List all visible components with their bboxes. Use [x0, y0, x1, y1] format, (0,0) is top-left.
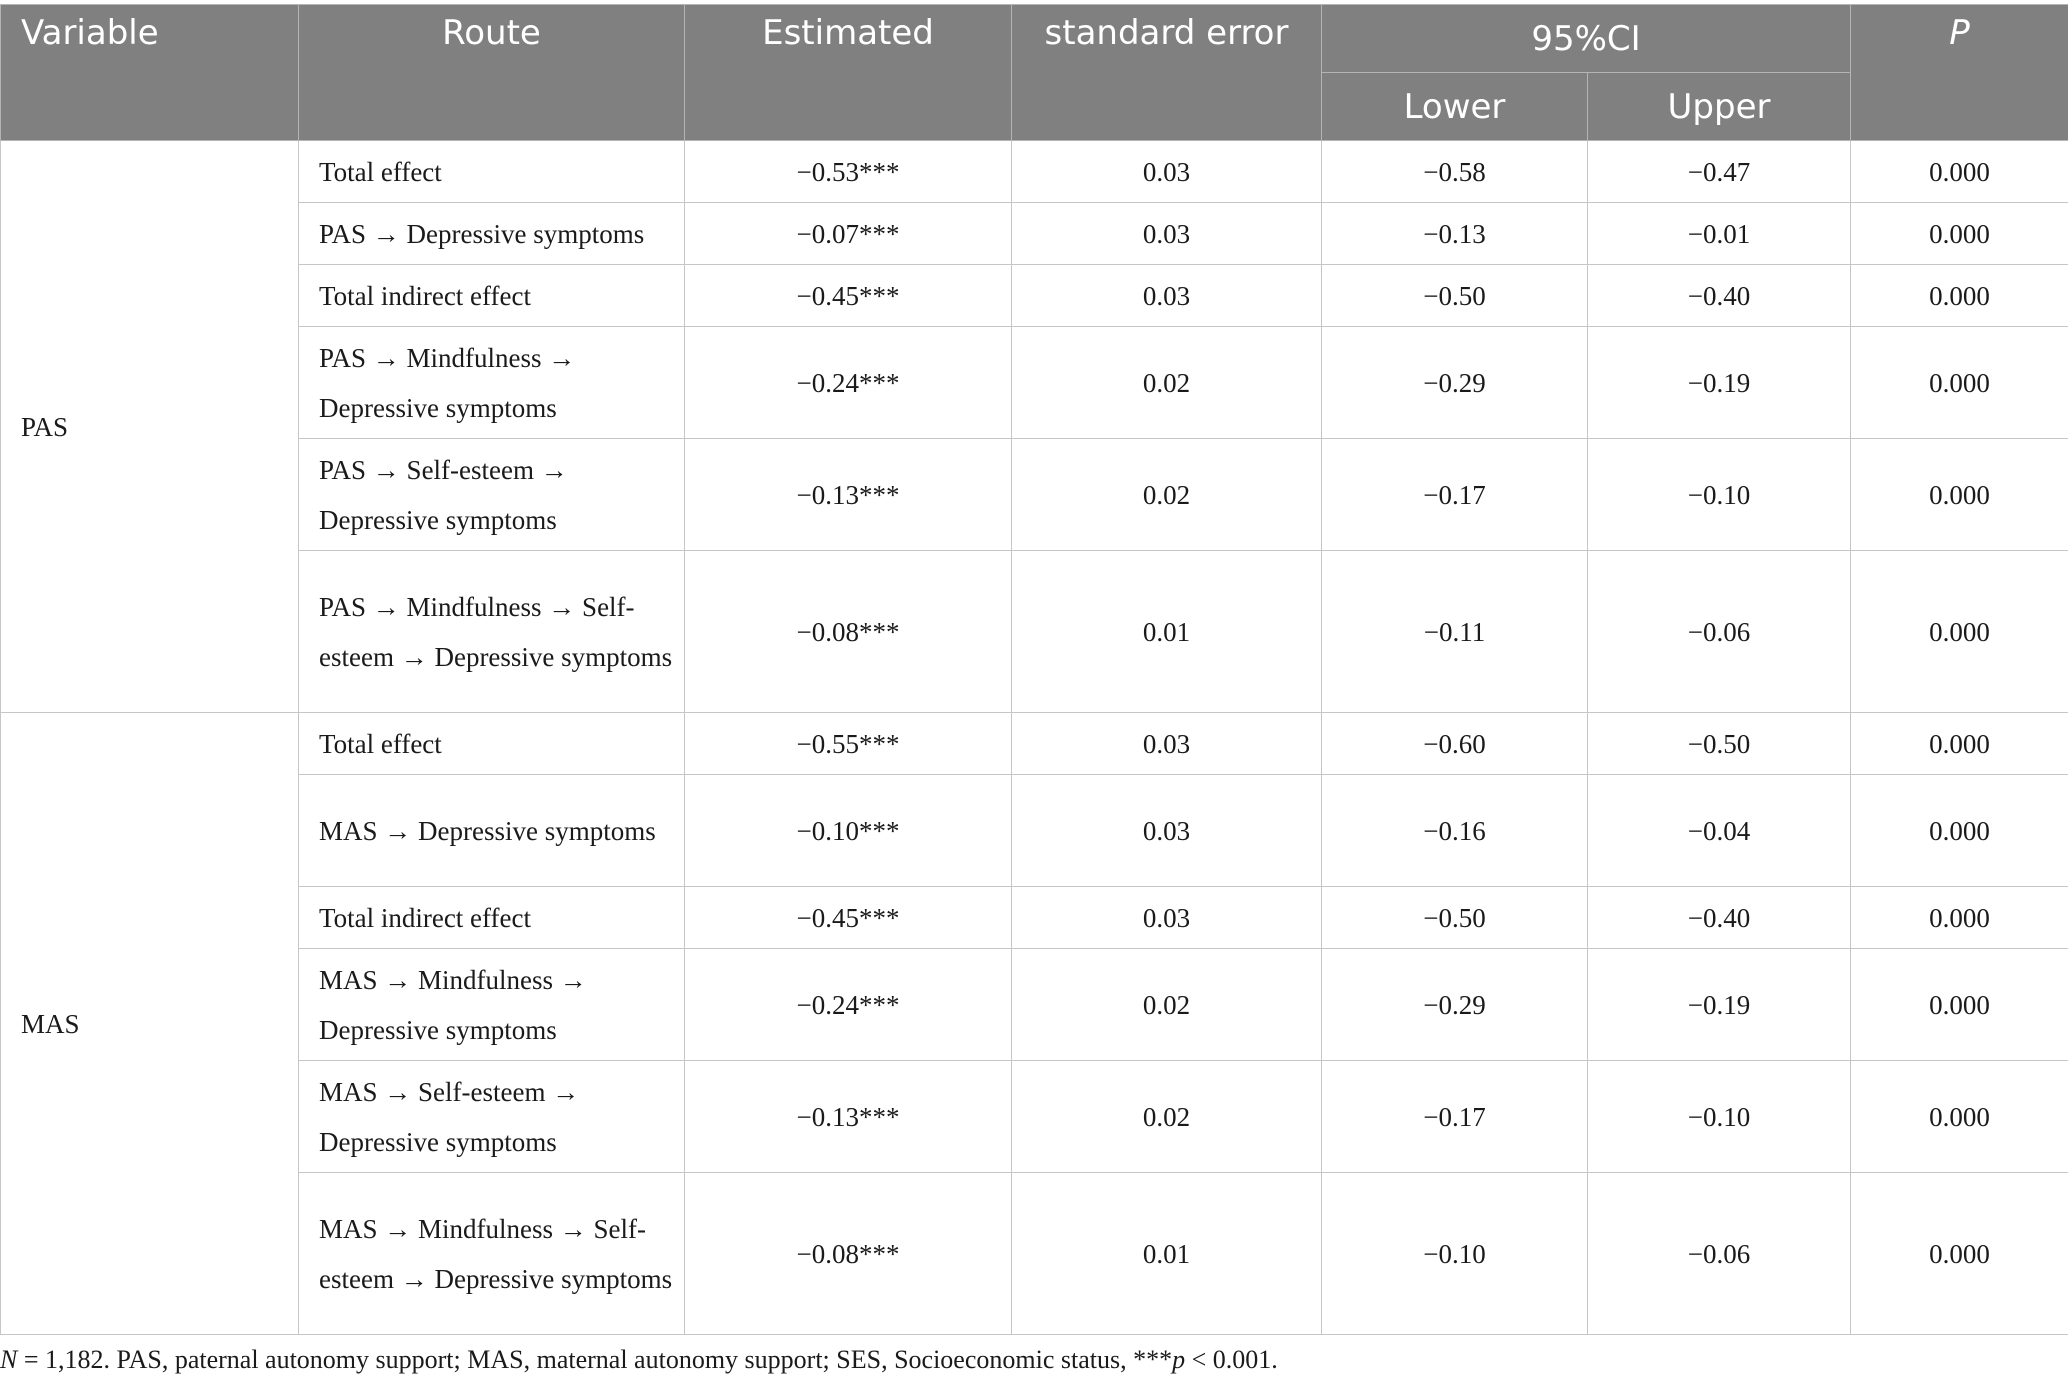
upper-cell: −0.19 — [1588, 949, 1851, 1061]
p-cell: 0.000 — [1851, 141, 2068, 203]
header-upper: Upper — [1588, 73, 1851, 141]
upper-cell: −0.06 — [1588, 1173, 1851, 1335]
estimated-cell: −0.07*** — [685, 203, 1012, 265]
lower-cell: −0.29 — [1322, 949, 1588, 1061]
route-cell: MAS → Mindfulness → Self-esteem → Depressive symptoms — [299, 1173, 685, 1335]
route-cell: PAS → Depressive symptoms — [299, 203, 685, 265]
upper-cell: −0.50 — [1588, 713, 1851, 775]
se-cell: 0.01 — [1012, 551, 1322, 713]
table-footnote — [0, 1345, 1278, 1375]
table-row — [1, 887, 2068, 949]
se-cell: 0.01 — [1012, 1173, 1322, 1335]
upper-cell: −0.06 — [1588, 551, 1851, 713]
estimated-cell: −0.13*** — [685, 439, 1012, 551]
upper-cell: −0.47 — [1588, 141, 1851, 203]
header-row-1 — [1, 5, 2068, 73]
estimated-cell: −0.53*** — [685, 141, 1012, 203]
footnote-p-label: p — [1172, 1345, 1186, 1374]
table-row — [1, 949, 2068, 1061]
variable-cell-mas: MAS — [1, 713, 299, 1335]
route-cell: PAS → Self-esteem → Depressive symptoms — [299, 439, 685, 551]
lower-cell: −0.16 — [1322, 775, 1588, 887]
estimated-cell: −0.24*** — [685, 327, 1012, 439]
header-standard-error: standard error — [1012, 5, 1322, 141]
estimated-cell: −0.45*** — [685, 265, 1012, 327]
route-cell: MAS → Depressive symptoms — [299, 775, 685, 887]
results-table-container — [0, 4, 2068, 1335]
p-cell: 0.000 — [1851, 203, 2068, 265]
table-row — [1, 439, 2068, 551]
estimated-cell: −0.08*** — [685, 551, 1012, 713]
lower-cell: −0.13 — [1322, 203, 1588, 265]
route-cell: PAS → Mindfulness → Depressive symptoms — [299, 327, 685, 439]
table-row — [1, 775, 2068, 887]
header-route: Route — [299, 5, 685, 141]
table-row — [1, 265, 2068, 327]
table-row — [1, 1061, 2068, 1173]
p-cell: 0.000 — [1851, 1061, 2068, 1173]
table-row — [1, 713, 2068, 775]
upper-cell: −0.40 — [1588, 265, 1851, 327]
se-cell: 0.03 — [1012, 713, 1322, 775]
estimated-cell: −0.13*** — [685, 1061, 1012, 1173]
estimated-cell: −0.10*** — [685, 775, 1012, 887]
mediation-results-table — [0, 4, 2068, 1335]
se-cell: 0.03 — [1012, 775, 1322, 887]
lower-cell: −0.50 — [1322, 265, 1588, 327]
lower-cell: −0.29 — [1322, 327, 1588, 439]
upper-cell: −0.10 — [1588, 1061, 1851, 1173]
se-cell: 0.03 — [1012, 141, 1322, 203]
se-cell: 0.02 — [1012, 949, 1322, 1061]
lower-cell: −0.10 — [1322, 1173, 1588, 1335]
se-cell: 0.02 — [1012, 327, 1322, 439]
estimated-cell: −0.24*** — [685, 949, 1012, 1061]
variable-cell-pas: PAS — [1, 141, 299, 713]
header-estimated: Estimated — [685, 5, 1012, 141]
footnote-text: = 1,182. PAS, paternal autonomy support; MAS, maternal autonomy support; SES, Socioeconomic status, *** — [17, 1345, 1173, 1374]
p-cell: 0.000 — [1851, 265, 2068, 327]
se-cell: 0.03 — [1012, 203, 1322, 265]
upper-cell: −0.19 — [1588, 327, 1851, 439]
se-cell: 0.02 — [1012, 1061, 1322, 1173]
lower-cell: −0.50 — [1322, 887, 1588, 949]
header-lower: Lower — [1322, 73, 1588, 141]
route-cell: Total effect — [299, 713, 685, 775]
estimated-cell: −0.55*** — [685, 713, 1012, 775]
p-cell: 0.000 — [1851, 713, 2068, 775]
table-row — [1, 1173, 2068, 1335]
table-row — [1, 327, 2068, 439]
se-cell: 0.03 — [1012, 887, 1322, 949]
header-variable: Variable — [1, 5, 299, 141]
p-cell: 0.000 — [1851, 327, 2068, 439]
footnote-n-label: N — [0, 1345, 18, 1374]
footnote-p-text: < 0.001. — [1185, 1345, 1278, 1374]
route-cell: MAS → Self-esteem → Depressive symptoms — [299, 1061, 685, 1173]
p-cell: 0.000 — [1851, 551, 2068, 713]
p-cell: 0.000 — [1851, 887, 2068, 949]
p-cell: 0.000 — [1851, 949, 2068, 1061]
se-cell: 0.03 — [1012, 265, 1322, 327]
estimated-cell: −0.45*** — [685, 887, 1012, 949]
p-cell: 0.000 — [1851, 439, 2068, 551]
upper-cell: −0.40 — [1588, 887, 1851, 949]
p-cell: 0.000 — [1851, 1173, 2068, 1335]
table-row — [1, 141, 2068, 203]
p-cell: 0.000 — [1851, 775, 2068, 887]
route-cell: MAS → Mindfulness → Depressive symptoms — [299, 949, 685, 1061]
table-row — [1, 203, 2068, 265]
upper-cell: −0.04 — [1588, 775, 1851, 887]
upper-cell: −0.10 — [1588, 439, 1851, 551]
route-cell: PAS → Mindfulness → Self-esteem → Depressive symptoms — [299, 551, 685, 713]
table-row — [1, 551, 2068, 713]
lower-cell: −0.58 — [1322, 141, 1588, 203]
route-cell: Total indirect effect — [299, 887, 685, 949]
header-p: P — [1851, 5, 2068, 141]
lower-cell: −0.11 — [1322, 551, 1588, 713]
se-cell: 0.02 — [1012, 439, 1322, 551]
upper-cell: −0.01 — [1588, 203, 1851, 265]
lower-cell: −0.60 — [1322, 713, 1588, 775]
lower-cell: −0.17 — [1322, 439, 1588, 551]
lower-cell: −0.17 — [1322, 1061, 1588, 1173]
route-cell: Total indirect effect — [299, 265, 685, 327]
estimated-cell: −0.08*** — [685, 1173, 1012, 1335]
route-cell: Total effect — [299, 141, 685, 203]
header-95ci: 95%CI — [1322, 5, 1851, 73]
